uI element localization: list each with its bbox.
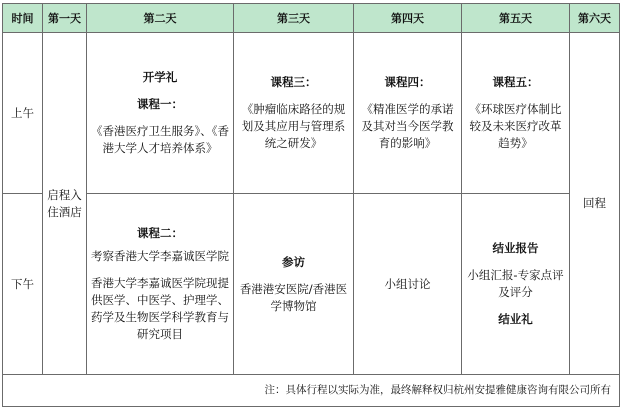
day4-course: 课程四： bbox=[384, 75, 431, 89]
day3-afternoon-cell bbox=[234, 194, 354, 375]
day2-ceremony: 开学礼 bbox=[142, 70, 178, 84]
day5-review: 小组汇报-专家点评及评分 bbox=[467, 268, 564, 299]
header-row bbox=[3, 4, 620, 33]
day5-topic: 《环球医疗体制比较及未来医疗改革趋势》 bbox=[469, 102, 562, 150]
day3-topic: 《肿瘤临床路径的规划及其应用与管理系统之研发》 bbox=[241, 102, 346, 150]
day1-text: 启程入住酒店 bbox=[47, 187, 82, 219]
day5-afternoon-cell bbox=[462, 194, 570, 375]
morning-row bbox=[3, 33, 620, 194]
header-time: 时间 bbox=[3, 4, 43, 33]
day5-ceremony: 结业礼 bbox=[498, 312, 533, 326]
slot-morning: 上午 bbox=[3, 33, 43, 194]
header-day2: 第二天 bbox=[87, 4, 234, 33]
day2-course: 课程一： bbox=[137, 97, 183, 111]
day3-morning-cell bbox=[234, 33, 354, 194]
day2-course-2: 课程二： bbox=[137, 226, 183, 240]
footnote: 注：具体行程以实际为准，最终解释权归杭州安提雅健康咨询有限公司所有 bbox=[3, 375, 620, 407]
header-day6: 第六天 bbox=[570, 4, 620, 33]
note-row bbox=[3, 375, 620, 407]
afternoon-row bbox=[3, 194, 620, 375]
day6-cell bbox=[570, 33, 620, 375]
header-day5: 第五天 bbox=[462, 4, 570, 33]
day3-visit-title: 参访 bbox=[282, 254, 305, 269]
day2-afternoon-cell bbox=[87, 194, 234, 375]
day4-topic: 《精准医学的承诺及其对当今医学教育的影响》 bbox=[361, 102, 454, 150]
header-day3: 第三天 bbox=[234, 4, 354, 33]
day4-discussion: 小组讨论 bbox=[384, 276, 431, 291]
day2-detail: 香港大学李嘉诚医学院现提供医学、中医学、护理学、药学及生物医学科学教育与研究项目 bbox=[91, 276, 229, 341]
day2-morning-cell bbox=[87, 33, 234, 194]
schedule-table bbox=[2, 3, 620, 407]
day5-course: 课程五： bbox=[492, 75, 539, 89]
day4-afternoon-cell bbox=[354, 194, 462, 375]
day2-topic: 《香港医疗卫生服务》、《香港大学人才培养体系》 bbox=[91, 124, 229, 155]
slot-afternoon: 下午 bbox=[3, 194, 43, 375]
header-day4: 第四天 bbox=[354, 4, 462, 33]
day4-morning-cell bbox=[354, 33, 462, 194]
day3-places: 香港港安医院/香港医学博物馆 bbox=[239, 281, 348, 313]
day2-visit: 考察香港大学李嘉诚医学院 bbox=[91, 249, 229, 263]
day5-report: 结业报告 bbox=[492, 241, 539, 255]
day5-morning-cell bbox=[462, 33, 570, 194]
day6-text: 回程 bbox=[583, 196, 606, 210]
day1-cell bbox=[43, 33, 87, 375]
header-day1: 第一天 bbox=[43, 4, 87, 33]
day3-course: 课程三： bbox=[270, 75, 317, 89]
